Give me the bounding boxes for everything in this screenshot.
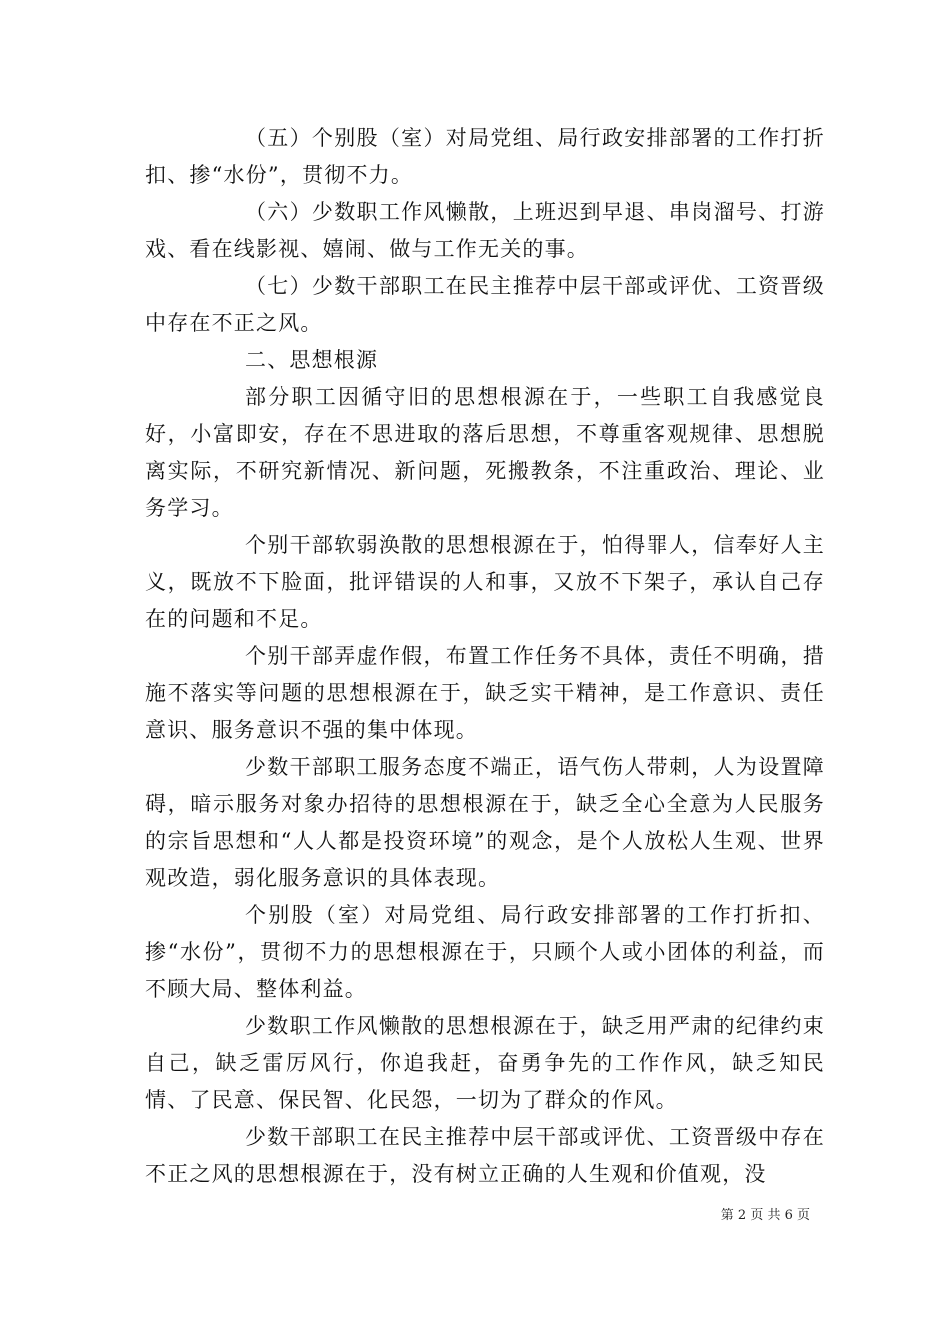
document-body <box>145 120 825 1193</box>
paragraph-service-attitude: 少数干部职工服务态度不端正，语气伤人带刺，人为设置障碍，暗示服务对象办招待的思想根源在于，缺乏全心全意为人民服务的宗旨思想和“人人都是投资环境”的观念，是个人放松人生观、世界观改造，弱化服务意识的具体表现。 <box>145 755 825 890</box>
paragraph-department-compliance: 个别股（室）对局党组、局行政安排部署的工作打折扣、掺“水份”，贯彻不力的思想根源在于，只顾个人或小团体的利益，而不顾大局、整体利益。 <box>145 903 825 1001</box>
page-number: 第 2 页 共 6 页 <box>720 1208 810 1223</box>
paragraph-item-6: （六）少数职工作风懒散，上班迟到早退、串岗溜号、打游戏、看在线影视、嬉闹、做与工作无关的事。 <box>145 200 825 261</box>
paragraph-recommendation: 少数干部职工在民主推荐中层干部或评优、工资晋级中存在不正之风的思想根源在于，没有树立正确的人生观和价值观，没 <box>145 1125 825 1186</box>
paragraph-weakness: 个别干部软弱涣散的思想根源在于，怕得罪人，信奉好人主义，既放不下脸面，批评错误的人和事，又放不下架子，承认自己存在的问题和不足。 <box>145 533 825 631</box>
paragraph-work-style: 少数职工作风懒散的思想根源在于，缺乏用严肃的纪律约束自己，缺乏雷厉风行，你追我赶，奋勇争先的工作作风，缺乏知民情、了民意、保民智、化民怨，一切为了群众的作风。 <box>145 1014 825 1112</box>
paragraph-falsification: 个别干部弄虚作假，布置工作任务不具体，责任不明确，措施不落实等问题的思想根源在于，缺乏实干精神，是工作意识、责任意识、服务意识不强的集中体现。 <box>145 644 825 742</box>
paragraph-conservatism: 部分职工因循守旧的思想根源在于，一些职工自我感觉良好，小富即安，存在不思进取的落后思想，不尊重客观规律、思想脱离实际，不研究新情况、新问题，死搬教条，不注重政治、理论、业务学习。 <box>145 385 825 520</box>
paragraph-item-5: （五）个别股（室）对局党组、局行政安排部署的工作打折扣、掺“水份”，贯彻不力。 <box>145 126 825 187</box>
paragraph-item-7: （七）少数干部职工在民主推荐中层干部或评优、工资晋级中存在不正之风。 <box>145 274 825 335</box>
section-heading: 二、思想根源 <box>245 348 379 372</box>
